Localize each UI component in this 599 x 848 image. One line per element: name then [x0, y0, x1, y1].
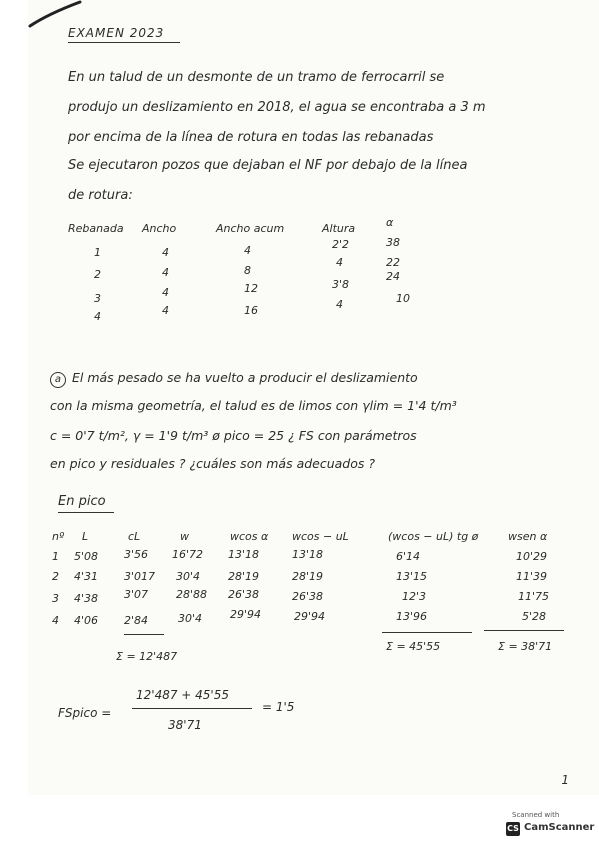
table1-cell: 4 — [162, 286, 169, 299]
table2-cell: 3'07 — [124, 588, 149, 601]
camscanner-logo-icon: CS — [506, 822, 520, 836]
table2-cell: 5'28 — [522, 610, 547, 623]
table1-cell: 4 — [94, 310, 101, 323]
table1-cell: 12 — [244, 282, 258, 295]
table2-cell: 4'06 — [74, 614, 99, 627]
table2-cell: 11'39 — [516, 570, 548, 583]
table1-header: Rebanada — [68, 222, 124, 235]
table2-cell: 30'4 — [178, 612, 203, 625]
table2-cell: 3'017 — [124, 570, 156, 583]
table1-header: Ancho acum — [216, 222, 285, 235]
fraction-bar — [132, 708, 252, 709]
section-underline — [58, 512, 114, 513]
tg-sum: Σ = 45'55 — [386, 640, 441, 653]
table2-cell: 4'38 — [74, 592, 99, 605]
question-line-4: en pico y residuales ? ¿cuáles son más adecuados ? — [50, 456, 376, 471]
table2-header: w — [180, 530, 189, 543]
cl-sum-line — [124, 634, 164, 635]
table2-cell: 13'15 — [396, 570, 428, 583]
table2-cell: 29'94 — [294, 610, 326, 623]
scanned-with-label: Scanned with — [512, 811, 560, 819]
cl-sum: Σ = 12'487 — [116, 650, 178, 663]
table1-cell: 4 — [162, 266, 169, 279]
table2-cell: 5'08 — [74, 550, 99, 563]
table1-cell: 3'8 — [332, 278, 350, 291]
question-line-2: con la misma geometría, el talud es de limos con γlim = 1'4 t/m³ — [50, 398, 457, 413]
paragraph-line-2: produjo un deslizamiento en 2018, el agua se encontraba a 3 m — [68, 100, 486, 115]
table2-header: wcos α — [230, 530, 269, 543]
table2-cell: 11'75 — [518, 590, 550, 603]
table2-cell: 26'38 — [292, 590, 324, 603]
table1-cell: 8 — [244, 264, 251, 277]
paragraph-line-3: por encima de la línea de rotura en todas las rebanadas — [68, 130, 434, 145]
paragraph-line-4: Se ejecutaron pozos que dejaban el NF por debajo de la línea — [68, 158, 468, 173]
results-table — [52, 530, 592, 640]
table1-header: α — [386, 216, 394, 229]
table2-header: L — [82, 530, 89, 543]
table1-cell: 2'2 — [332, 238, 350, 251]
table2-cell: 4'31 — [74, 570, 99, 583]
table1-cell: 24 — [386, 270, 400, 283]
table2-header: nº — [52, 530, 65, 543]
table1-cell: 2 — [94, 268, 101, 281]
table2-cell: 6'14 — [396, 550, 421, 563]
table2-cell: 10'29 — [516, 550, 548, 563]
table2-header: wsen α — [508, 530, 548, 543]
formula-result: = 1'5 — [262, 700, 295, 714]
question-number-badge: a — [50, 372, 66, 388]
table1-cell: 22 — [386, 256, 400, 269]
table2-cell: 12'3 — [402, 590, 427, 603]
table2-cell: 28'19 — [228, 570, 260, 583]
formula-lhs: FSpico = — [58, 706, 112, 720]
table2-cell: 28'88 — [176, 588, 208, 601]
table1-header: Ancho — [142, 222, 177, 235]
formula-numerator: 12'487 + 45'55 — [136, 688, 229, 702]
slices-table — [68, 216, 588, 323]
table2-cell: 3 — [52, 592, 59, 605]
table1-cell: 16 — [244, 304, 258, 317]
table1-cell: 4 — [162, 304, 169, 317]
table1-cell: 4 — [336, 298, 343, 311]
question-text: El más pesado se ha vuelto a producir el deslizamiento — [72, 370, 418, 385]
table1-cell: 3 — [94, 292, 101, 305]
paragraph-line-1: En un talud de un desmonte de un tramo de ferrocarril se — [68, 70, 445, 85]
table2-cell: 3'56 — [124, 548, 149, 561]
table2-cell: 13'18 — [228, 548, 260, 561]
table1-cell: 4 — [162, 246, 169, 259]
sen-sum: Σ = 38'71 — [498, 640, 553, 653]
table1-cell: 10 — [396, 292, 410, 305]
table2-header: (wcos − uL) tg ø — [388, 530, 479, 543]
table2-cell: 2 — [52, 570, 59, 583]
sen-sum-line — [484, 630, 564, 631]
tg-sum-line — [382, 632, 472, 633]
paragraph-line-5: de rotura: — [68, 188, 133, 203]
table1-cell: 4 — [244, 244, 251, 257]
table2-cell: 30'4 — [176, 570, 201, 583]
camscanner-name: CamScanner — [524, 822, 595, 833]
title-underline — [68, 42, 180, 43]
exam-title: EXAMEN 2023 — [68, 26, 165, 40]
table2-cell: 1 — [52, 550, 59, 563]
table1-cell: 38 — [386, 236, 400, 249]
formula-denominator: 38'71 — [168, 718, 202, 732]
table2-cell: 4 — [52, 614, 59, 627]
table1-header: Altura — [322, 222, 356, 235]
page-number: 1 — [561, 773, 569, 787]
table1-cell: 1 — [94, 246, 101, 259]
table2-cell: 26'38 — [228, 588, 260, 601]
table2-cell: 13'96 — [396, 610, 428, 623]
question-line-3: c = 0'7 t/m², γ = 1'9 t/m³ ø pico = 25 ¿ FS con parámetros — [50, 428, 417, 443]
table1-cell: 4 — [336, 256, 343, 269]
table2-cell: 29'94 — [230, 608, 262, 621]
camscanner-badge — [502, 810, 595, 842]
table2-header: wcos − uL — [292, 530, 349, 543]
section-heading: En pico — [58, 494, 106, 509]
table2-cell: 13'18 — [292, 548, 324, 561]
table2-cell: 16'72 — [172, 548, 204, 561]
question-line-1 — [50, 370, 418, 388]
table2-header: cL — [128, 530, 141, 543]
scanned-page — [28, 0, 599, 795]
table2-cell: 28'19 — [292, 570, 324, 583]
table2-cell: 2'84 — [124, 614, 149, 627]
